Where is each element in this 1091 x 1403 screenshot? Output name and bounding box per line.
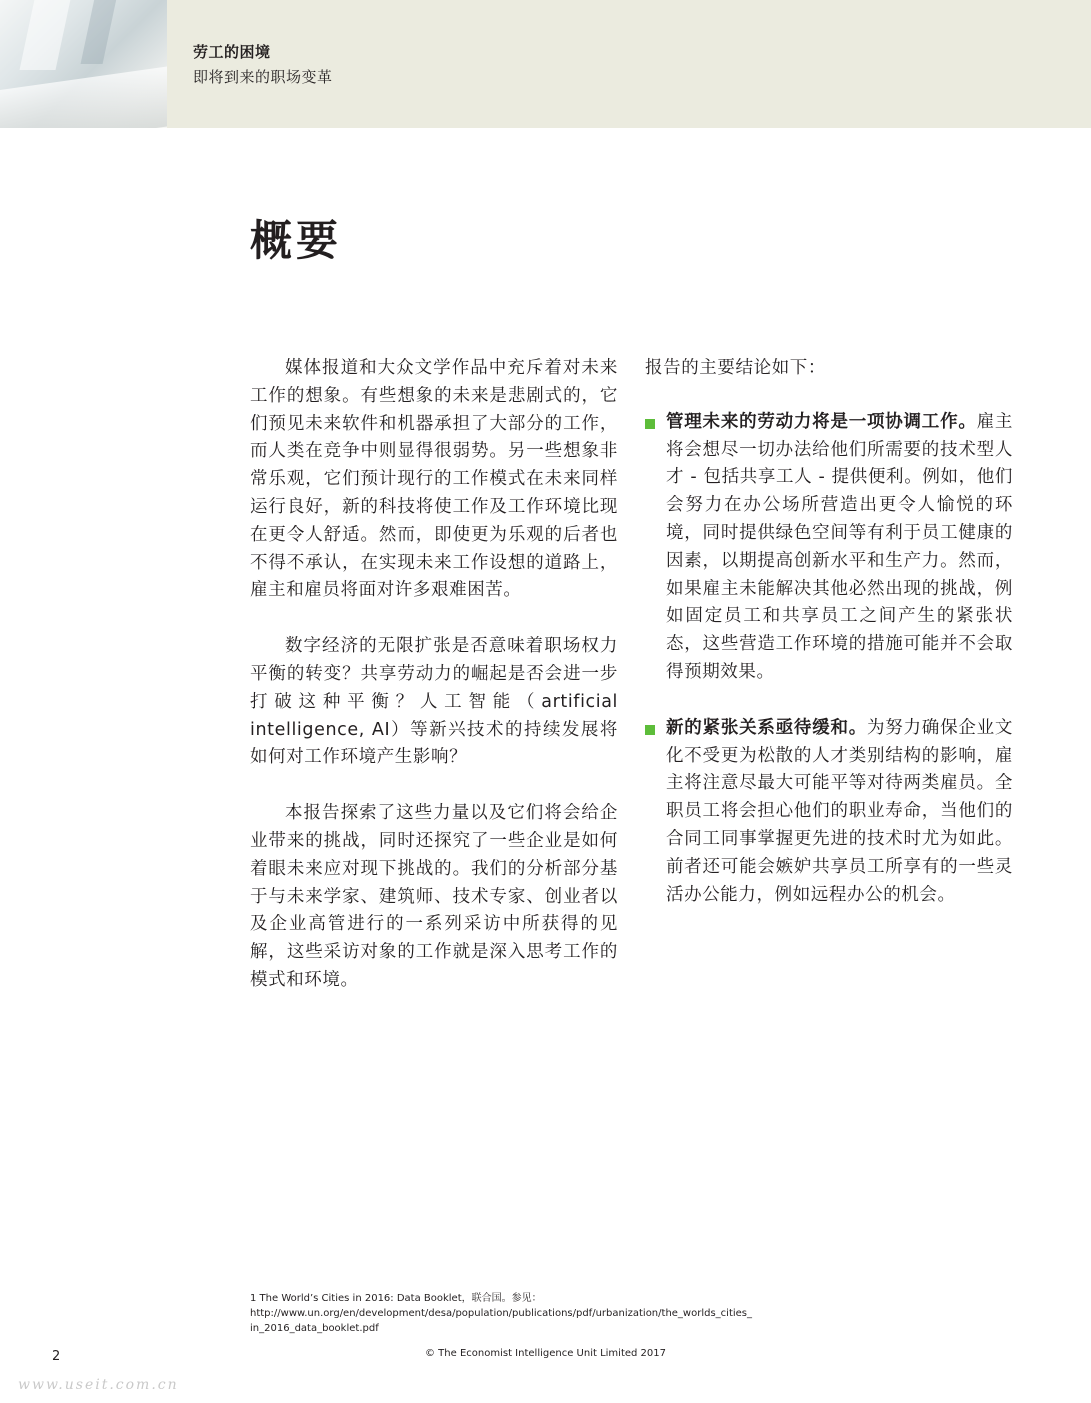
report-title: 劳工的困境: [193, 43, 271, 61]
right-column: [645, 355, 1013, 937]
green-square-bullet-icon: [645, 725, 655, 735]
photo-window-pane: [19, 0, 72, 70]
footnote-line: in_2016_data_booklet.pdf: [250, 1323, 379, 1334]
photo-desk-surface: [0, 65, 167, 128]
finding-bullet: [645, 715, 1013, 910]
report-subtitle: 即将到来的职场变革: [193, 68, 333, 86]
body-paragraph: 数字经济的无限扩张是否意味着职场权力平衡的转变？共享劳动力的崛起是否会进一步打破这种平衡？人工智能（artificial intelligence, AI）等新兴技术的持续发展将如何对工作环境产生影响？: [250, 636, 618, 768]
header-band: [0, 0, 1091, 128]
green-square-bullet-icon: [645, 419, 655, 429]
finding-lead: 新的紧张关系亟待缓和。: [666, 717, 867, 738]
body-paragraph: 媒体报道和大众文学作品中充斥着对未来工作的想象。有些想象的未来是悲剧式的，它们预见未来软件和机器承担了大部分的工作，而人类在竞争中则显得很弱势。另一些想象非常乐观，它们预计现行的工作模式在未来同样运行良好，新的科技将使工作及工作环境比现在更令人舒适。然而，即使更为乐观的后者也不得不承认，在实现未来工作设想的道路上，雇主和雇员将面对许多艰难困苦。: [250, 358, 618, 601]
footnote: [250, 1291, 970, 1336]
finding-text: 雇主将会想尽一切办法给他们所需要的技术型人才 - 包括共享工人 - 提供便利。例如，他们会努力在办公场所营造出更令人愉悦的环境，同时提供绿色空间等有利于员工健康的因素，以期提高创新水平和生产力。然而，如果雇主未能解决其他必然出现的挑战，例如固定员工和共享员工之间产生的紧张状态，这些营造工作环境的措施可能并不会取得预期效果。: [666, 411, 1013, 682]
finding-lead: 管理未来的劳动力将是一项协调工作。: [666, 411, 977, 432]
left-column: [250, 355, 618, 1023]
body-paragraph: 本报告探索了这些力量以及它们将会给企业带来的挑战，同时还探究了一些企业是如何着眼未来应对现下挑战的。我们的分析部分基于与未来学家、建筑师、技术专家、创业者以及企业高管进行的一系列采访中所获得的见解，这些采访对象的工作就是深入思考工作的模式和环境。: [250, 803, 618, 990]
page-title: 概要: [250, 216, 343, 265]
finding-text: 为努力确保企业文化不受更为松散的人才类别结构的影响，雇主将注意尽最大可能平等对待两类雇员。全职员工将会担心他们的职业寿命，当他们的合同工同事掌握更先进的技术时尤为如此。前者还可能会嫉妒共享员工所享有的一些灵活办公能力，例如远程办公的机会。: [666, 717, 1013, 905]
finding-bullet: [645, 409, 1013, 687]
findings-intro: 报告的主要结论如下：: [645, 358, 826, 378]
copyright-notice: © The Economist Intelligence Unit Limited 2017: [425, 1348, 666, 1359]
header-office-photo: [0, 0, 167, 128]
site-watermark: www.useit.com.cn: [18, 1377, 179, 1393]
photo-window-frame: [81, 0, 118, 64]
footnote-line: 1 The World’s Cities in 2016: Data Booklet，联合国。参见： http://www.un.org/en/development/desa/population/publications/pdf/urbanization/the_worlds_cities_: [250, 1293, 753, 1319]
page-number: 2: [52, 1349, 61, 1364]
